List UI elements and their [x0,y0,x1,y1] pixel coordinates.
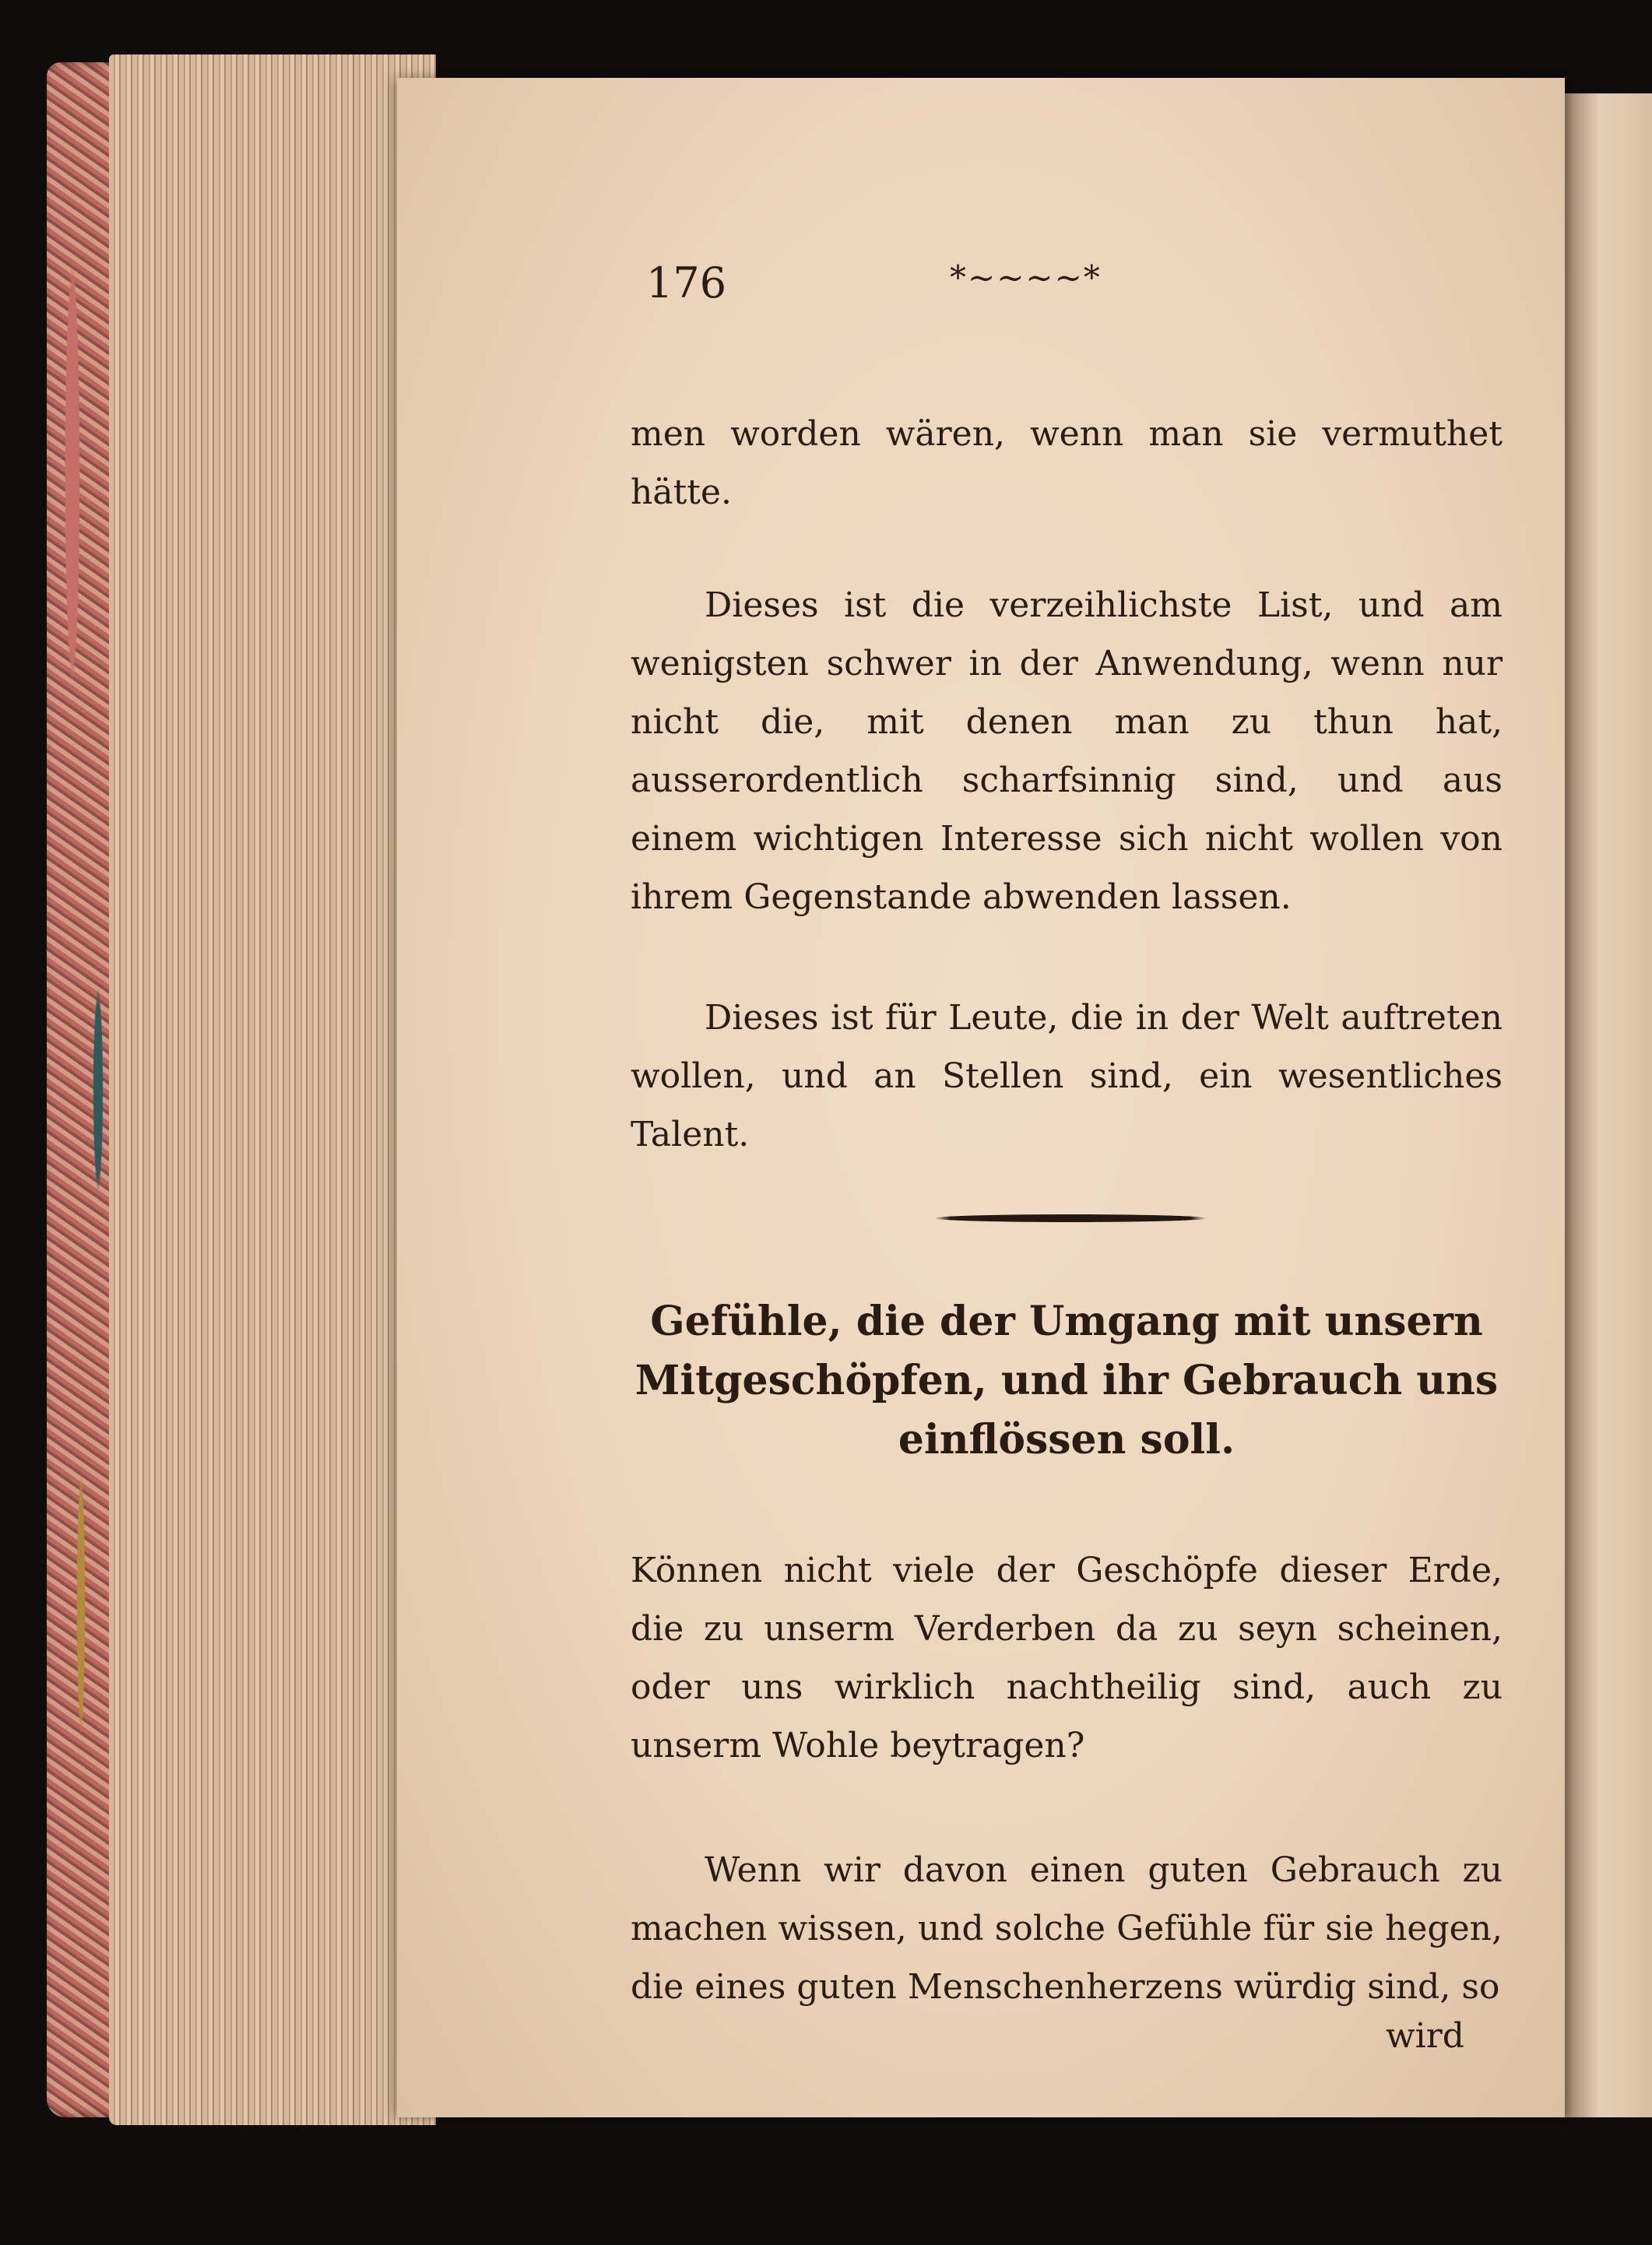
paragraph-continuation [631,405,1503,522]
page-number: 176 [646,258,727,307]
section-divider [934,1214,1207,1222]
catchword: wird [1386,2016,1464,2056]
paragraph-text: men worden wären, wenn man sie vermuthet hätte. [631,414,1503,512]
paragraph-text: Dieses ist für Leute, die in der Welt auftreten wollen, und an Stellen sind, ein wesentliches Talent. [631,998,1503,1154]
page-header [646,258,1580,328]
facing-page-edge [1565,93,1652,2117]
paragraph [631,989,1503,1164]
page-edges [109,54,436,2125]
section-heading: Gefühle, die der Umgang mit unsern Mitgeschöpfen, und ihr Gebrauch uns einflössen soll. [634,1298,1499,1463]
book-page [397,78,1565,2117]
paragraph-text: Können nicht viele der Geschöpfe dieser Erde, die zu unserm Verderben da zu seyn scheinen, oder uns wirklich nachtheilig sind, auch zu unserm Wohle beytragen? [631,1551,1503,1765]
paragraph [631,1541,1503,1775]
paragraph-text: Wenn wir davon einen guten Gebrauch zu machen wissen, und solche Gefühle für sie hegen, die eines guten Menschenherzens würdig sind, so [631,1850,1503,2007]
header-ornament: *~~~~* [950,258,1102,297]
paragraph-text: Dieses ist die verzeihlichste List, und am wenigsten schwer in der Anwendung, wenn nur nicht die, mit denen man zu thun hat, ausserordentlich scharfsinnig sind, und aus einem wichtigen Interesse sich nicht wollen von ihrem Gegenstande abwenden lassen. [631,585,1503,917]
paragraph [631,576,1503,926]
paragraph [631,1841,1503,2016]
